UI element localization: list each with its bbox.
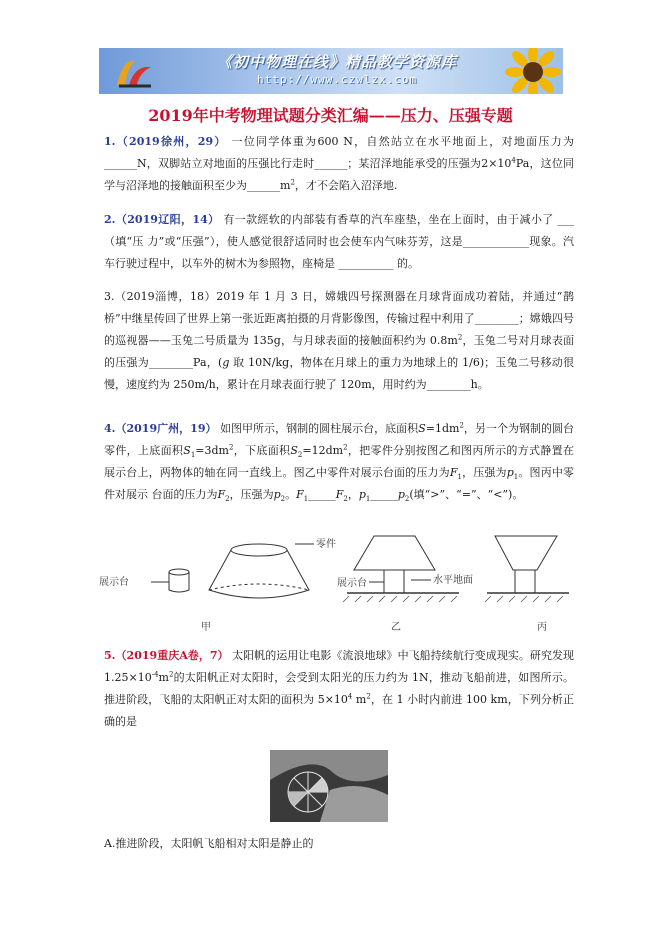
q2-text: 有一款經软的内部装有香草的汽车座垫，坐在上面时，由于减小了 ___（填“压 力”或“压强”），使人感觉很舒适同时也会使车内气味芬芳，这是____________现象。汽车行驶过程中，以车外的树木为参照物，座椅是 __________ 的。 xyxy=(104,213,574,270)
caption-a: 甲 xyxy=(201,622,211,633)
q5-text-a: 太阳帆的运用让电影《流浪地球》中飞船持续航行变成现实。研究发现 1.25×10 xyxy=(104,649,575,684)
q4-p1-sub: 1 xyxy=(513,473,519,482)
caption-b: 乙 xyxy=(391,622,401,633)
q2-number: 2. xyxy=(104,213,116,226)
q3-number: 3. xyxy=(104,290,115,303)
document-title: 2019年中考物理试题分类汇编——压力、压强专题 xyxy=(148,106,513,125)
q4-figure xyxy=(99,530,569,640)
q4-f2-sub: 2 xyxy=(225,495,230,504)
q4-f1: F xyxy=(449,466,458,479)
q5-number: 5. xyxy=(104,649,116,662)
q4-text-b: ，另一个为钢制的圆台零件，上底面积 xyxy=(104,422,575,457)
label-ground: 水平地面 xyxy=(433,575,473,586)
q5-exp-c: 4 xyxy=(347,692,353,701)
q4-p1-b: p xyxy=(358,488,366,501)
label-display-stand: 展示台 xyxy=(99,577,129,588)
part-b xyxy=(354,536,435,570)
q1-text-a: 一位同学体重为600 N，自然站立在水平地面上，对地面压力为 xyxy=(231,135,574,148)
q4-s2-sub: 2 xyxy=(297,451,303,460)
q4-text-e: ，压强为 xyxy=(461,466,507,479)
question-5 xyxy=(104,645,574,733)
q1-exponent: 4 xyxy=(511,156,516,165)
q4-sup-c: 2 xyxy=(343,443,348,452)
q3-text-c: 取 10N/kg，物体在月球上的重力为地球上的 1/6)；玉兔二号移动很慢，速度约为 250m/h，累计在月球表面行驶了 120m，用时约为________h。 xyxy=(104,356,574,391)
part-c xyxy=(495,536,557,570)
q4-p1b-sub: 1 xyxy=(365,495,371,504)
q4-sup-a: 2 xyxy=(459,421,464,430)
q4-f1-b: F xyxy=(296,488,304,501)
q4-p1: p xyxy=(506,466,514,479)
stand-a-top xyxy=(169,569,189,575)
q1-source: （2019徐州，29） xyxy=(115,135,227,148)
stand-c xyxy=(515,570,535,593)
site-logo-icon xyxy=(113,55,157,89)
header-banner xyxy=(99,48,563,94)
label-display-stand-2: 展示台 xyxy=(337,578,367,589)
q4-f2-b: F xyxy=(335,488,344,501)
q4-f1b-sub: 1 xyxy=(303,495,309,504)
q4-p2b-sub: 2 xyxy=(404,495,410,504)
q4-sup-b: 2 xyxy=(228,443,234,452)
q4-s2: S xyxy=(290,444,298,457)
banner-title: 《初中物理在线》精品教学资源库 xyxy=(217,53,458,71)
q4-s1: S xyxy=(183,444,191,457)
part-dashed xyxy=(209,584,309,590)
q4-p2-b: p xyxy=(397,488,405,501)
part-body xyxy=(209,550,309,598)
q4-f1-sub: 1 xyxy=(457,473,462,482)
q4-number: 4. xyxy=(104,422,116,435)
q5-exp-a: -4 xyxy=(151,670,159,679)
q4-s2-eq: =12dm xyxy=(302,444,344,457)
question-3 xyxy=(104,286,574,396)
q1-text-d: ，才不会陷入沼泽地. xyxy=(294,179,398,192)
caption-c: 丙 xyxy=(537,622,547,633)
q2-source: （2019辽阳，14） xyxy=(115,213,220,226)
q5-sup-d: 2 xyxy=(366,692,371,701)
q4-s1-eq: =3dm xyxy=(195,444,229,457)
q4-s1-sub: 1 xyxy=(190,451,196,460)
stand-b xyxy=(384,570,404,593)
q1-blank-1: ______ xyxy=(104,157,137,170)
q3-sup-a: 2 xyxy=(457,333,463,342)
q5-sup-b: 2 xyxy=(168,670,174,679)
question-4: 4.（2019广州，19） 如图甲所示，钢制的圆柱展示台，底面积$S=1dm^2$，另一个为钢制的圆台零件，上底面积$S_1=3dm^2$，下底面积$S_2=12dm^2$，把零件分别按图乙和图丙所示的方式静置在展示台上，两物体的轴在同一直线上。图乙中零件对展示台面的压力为$F_1$，压强为$p_1$。图丙中零件对展示 台面的压力为$F_2$，压强为$p_2$。$F_1\_\_\_\_\_F_2$，$p_1\_\_\_\_\_p_2$(填“>”、“=”、“<”)。 xyxy=(104,421,575,504)
q5-text-d: m xyxy=(352,693,367,706)
q1-number: 1. xyxy=(104,135,116,148)
q4-text-a: 如图甲所示，钢制的圆柱展示台，底面积 xyxy=(220,422,419,435)
banner-url[interactable]: http://www.czwlzx.com xyxy=(257,73,418,86)
q4-blank-1: _____ xyxy=(308,488,336,501)
solar-sail-photo xyxy=(270,750,388,822)
sunflower-icon xyxy=(505,48,561,94)
q4-s-eq1: =1dm xyxy=(425,422,460,435)
q4-p2-sub: 2 xyxy=(280,495,286,504)
q1-sup-2: 2 xyxy=(290,178,295,187)
question-1 xyxy=(104,131,574,197)
q4-source: （2019广州，19） xyxy=(115,422,217,435)
q4-text-c: ，下底面积 xyxy=(233,444,291,457)
label-part: 零件 xyxy=(316,539,336,550)
q5-source: （2019重庆A卷，7） xyxy=(115,649,229,662)
q5-text-c: 的太阳帆正对太阳时，会受到太阳光的压力约为 1N，推动飞船前进，如图所示。推进阶段，飞船的太阳帆正对太阳的面积为 5×10 xyxy=(104,671,574,706)
q3-source: （2019淄博，18） xyxy=(114,290,217,303)
option-a[interactable]: A.推进阶段，太阳帆飞船相对太阳是静止的 xyxy=(104,837,314,850)
q1-text-b: N，双脚站立对地面的压强比行走时______；某沼泽地能承受的压强为2×10 xyxy=(137,157,512,170)
part-top xyxy=(231,544,287,556)
q3-g-symbol: g xyxy=(222,356,230,369)
q3-text-a: 2019 年 1 月 3 日，嫦娥四号探测器在月球背面成功着陆，并通过“鹊桥”中继星传回了世界上第一张近距离拍摄的月背影像图，传输过程中利用了________；嫦娥四号的巡视器——玉兔二号质量为 135g，与月球表面的接触面积约为 0.8m xyxy=(104,290,574,347)
q1-text-c: Pa，这位同学与沼泽地的接触面积至少为______m xyxy=(104,157,574,192)
q4-text-f: 。图丙中零件对展示 台面的压力为 xyxy=(104,466,575,501)
q4-blank-2: _____ xyxy=(370,488,398,501)
q4-p2: p xyxy=(273,488,281,501)
q4-s: S xyxy=(418,422,426,435)
q5-text-e: ，在 1 小时内前进 100 km，下列分析正确的是 xyxy=(104,693,574,728)
q5-text-b: m xyxy=(158,671,169,684)
q4-text-h: 。 xyxy=(285,488,297,501)
q3-text-b: ，玉兔二号对月球表面的压强为________Pa，( xyxy=(104,334,575,369)
q4-text-g: ，压强为 xyxy=(229,488,274,501)
q4-text-i: (填“>”、“=”、“<”)。 xyxy=(409,488,524,501)
q4-text-d: ，把零件分别按图乙和图丙所示的方式静置在展示台上，两物体的轴在同一直线上。图乙中零件对展示台面的压力为 xyxy=(104,444,575,479)
question-2 xyxy=(104,209,574,275)
q4-f2: F xyxy=(217,488,226,501)
q4-f2b-sub: 2 xyxy=(343,495,348,504)
